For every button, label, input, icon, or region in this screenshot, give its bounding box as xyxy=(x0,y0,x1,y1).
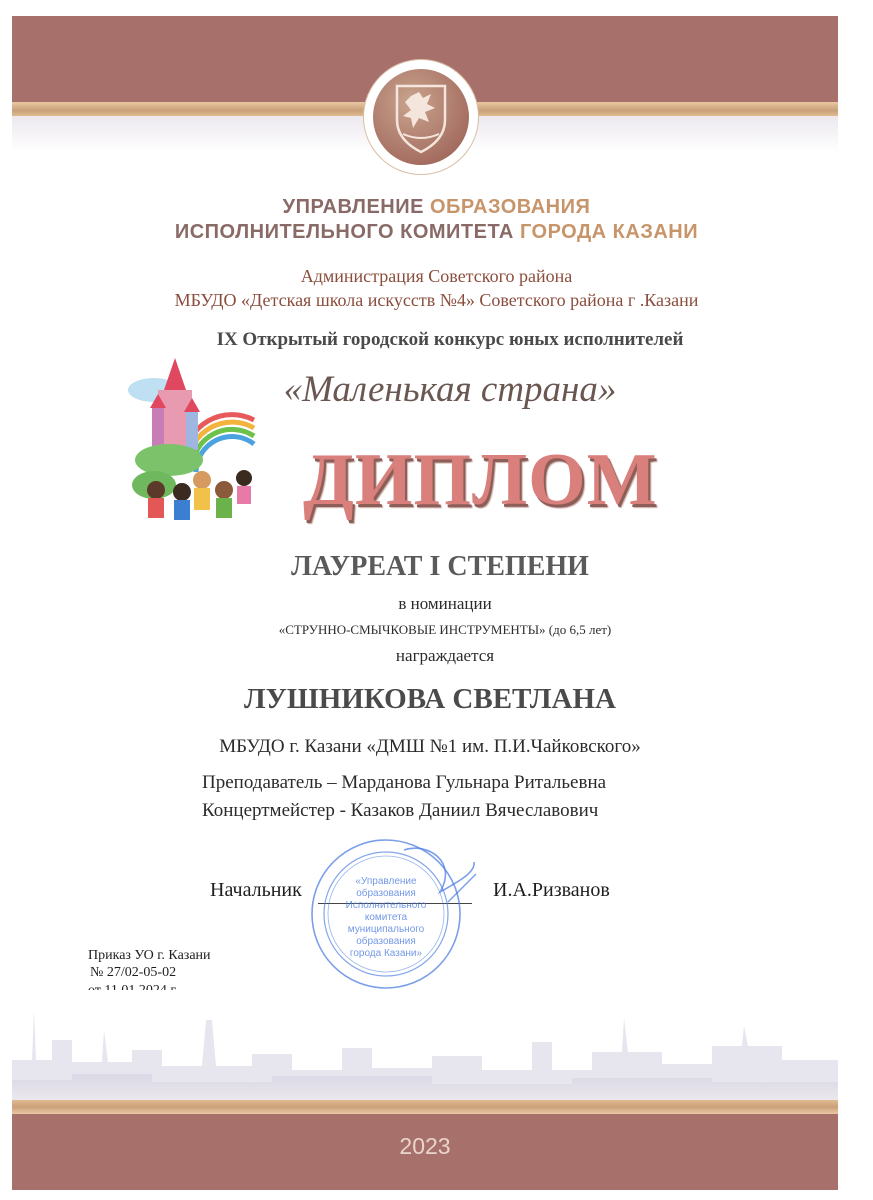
nomination: «СТРУННО-СМЫЧКОВЫЕ ИНСТРУМЕНТЫ» (до 6,5 лет) xyxy=(278,622,612,637)
svg-text:Исполнительного: Исполнительного xyxy=(345,900,427,911)
teacher-name: Преподаватель – Марданова Гульнара Ритальевна xyxy=(202,772,607,793)
org-title-word: ОБРАЗОВАНИЯ xyxy=(430,196,591,218)
org-title-word: ИСПОЛНИТЕЛЬНОГО КОМИТЕТА xyxy=(174,221,520,243)
official-stamp-icon xyxy=(308,832,478,992)
svg-text:комитета: комитета xyxy=(364,912,408,923)
signature-label: Начальник xyxy=(210,879,302,901)
children-illustration-icon xyxy=(124,350,264,530)
nomination-intro: в номинации xyxy=(398,594,492,613)
school-name: МБУДО г. Казани «ДМШ №1 им. П.И.Чайковского» xyxy=(219,736,641,757)
org-title-line2 xyxy=(0,221,873,244)
footer-year: 2023 xyxy=(399,1133,451,1159)
org-title-word: ГОРОДА КАЗАНИ xyxy=(519,221,699,243)
organizer-line2: МБУДО «Детская школа искусств №4» Советского района г .Казани xyxy=(174,290,699,310)
accompanist-name: Концертмейстер - Казаков Даниил Вячеславович xyxy=(202,800,599,821)
diploma-title: ДИПЛОМ xyxy=(303,439,658,521)
laureate-degree: ЛАУРЕАТ I СТЕПЕНИ xyxy=(291,551,589,582)
kazan-coat-of-arms-icon xyxy=(373,69,469,165)
contest-name: «Маленькая страна» xyxy=(283,369,617,410)
contest-title: IX Открытый городской конкурс юных исполнителей xyxy=(216,329,684,350)
footer-gold-stripe xyxy=(12,1100,838,1114)
recipient-name: ЛУШНИКОВА СВЕТЛАНА xyxy=(243,683,616,715)
signatory-name: И.А.Ризванов xyxy=(493,879,610,901)
footer-fade xyxy=(12,1078,838,1102)
org-title-word: УПРАВЛЕНИЕ xyxy=(282,196,430,218)
awarded-label: награждается xyxy=(395,646,495,665)
order-line1: Приказ УО г. Казани xyxy=(88,948,211,963)
svg-text:образования: образования xyxy=(356,936,416,947)
org-title-line1 xyxy=(0,196,873,219)
svg-text:образования: образования xyxy=(356,888,416,899)
order-line2: № 27/02-05-02 xyxy=(90,965,177,980)
organizer-line1: Администрация Советского района xyxy=(300,266,573,286)
svg-text:муниципального: муниципального xyxy=(347,924,425,935)
svg-text:города Казани»: города Казани» xyxy=(349,948,423,959)
svg-text:«Управление: «Управление xyxy=(355,876,417,887)
